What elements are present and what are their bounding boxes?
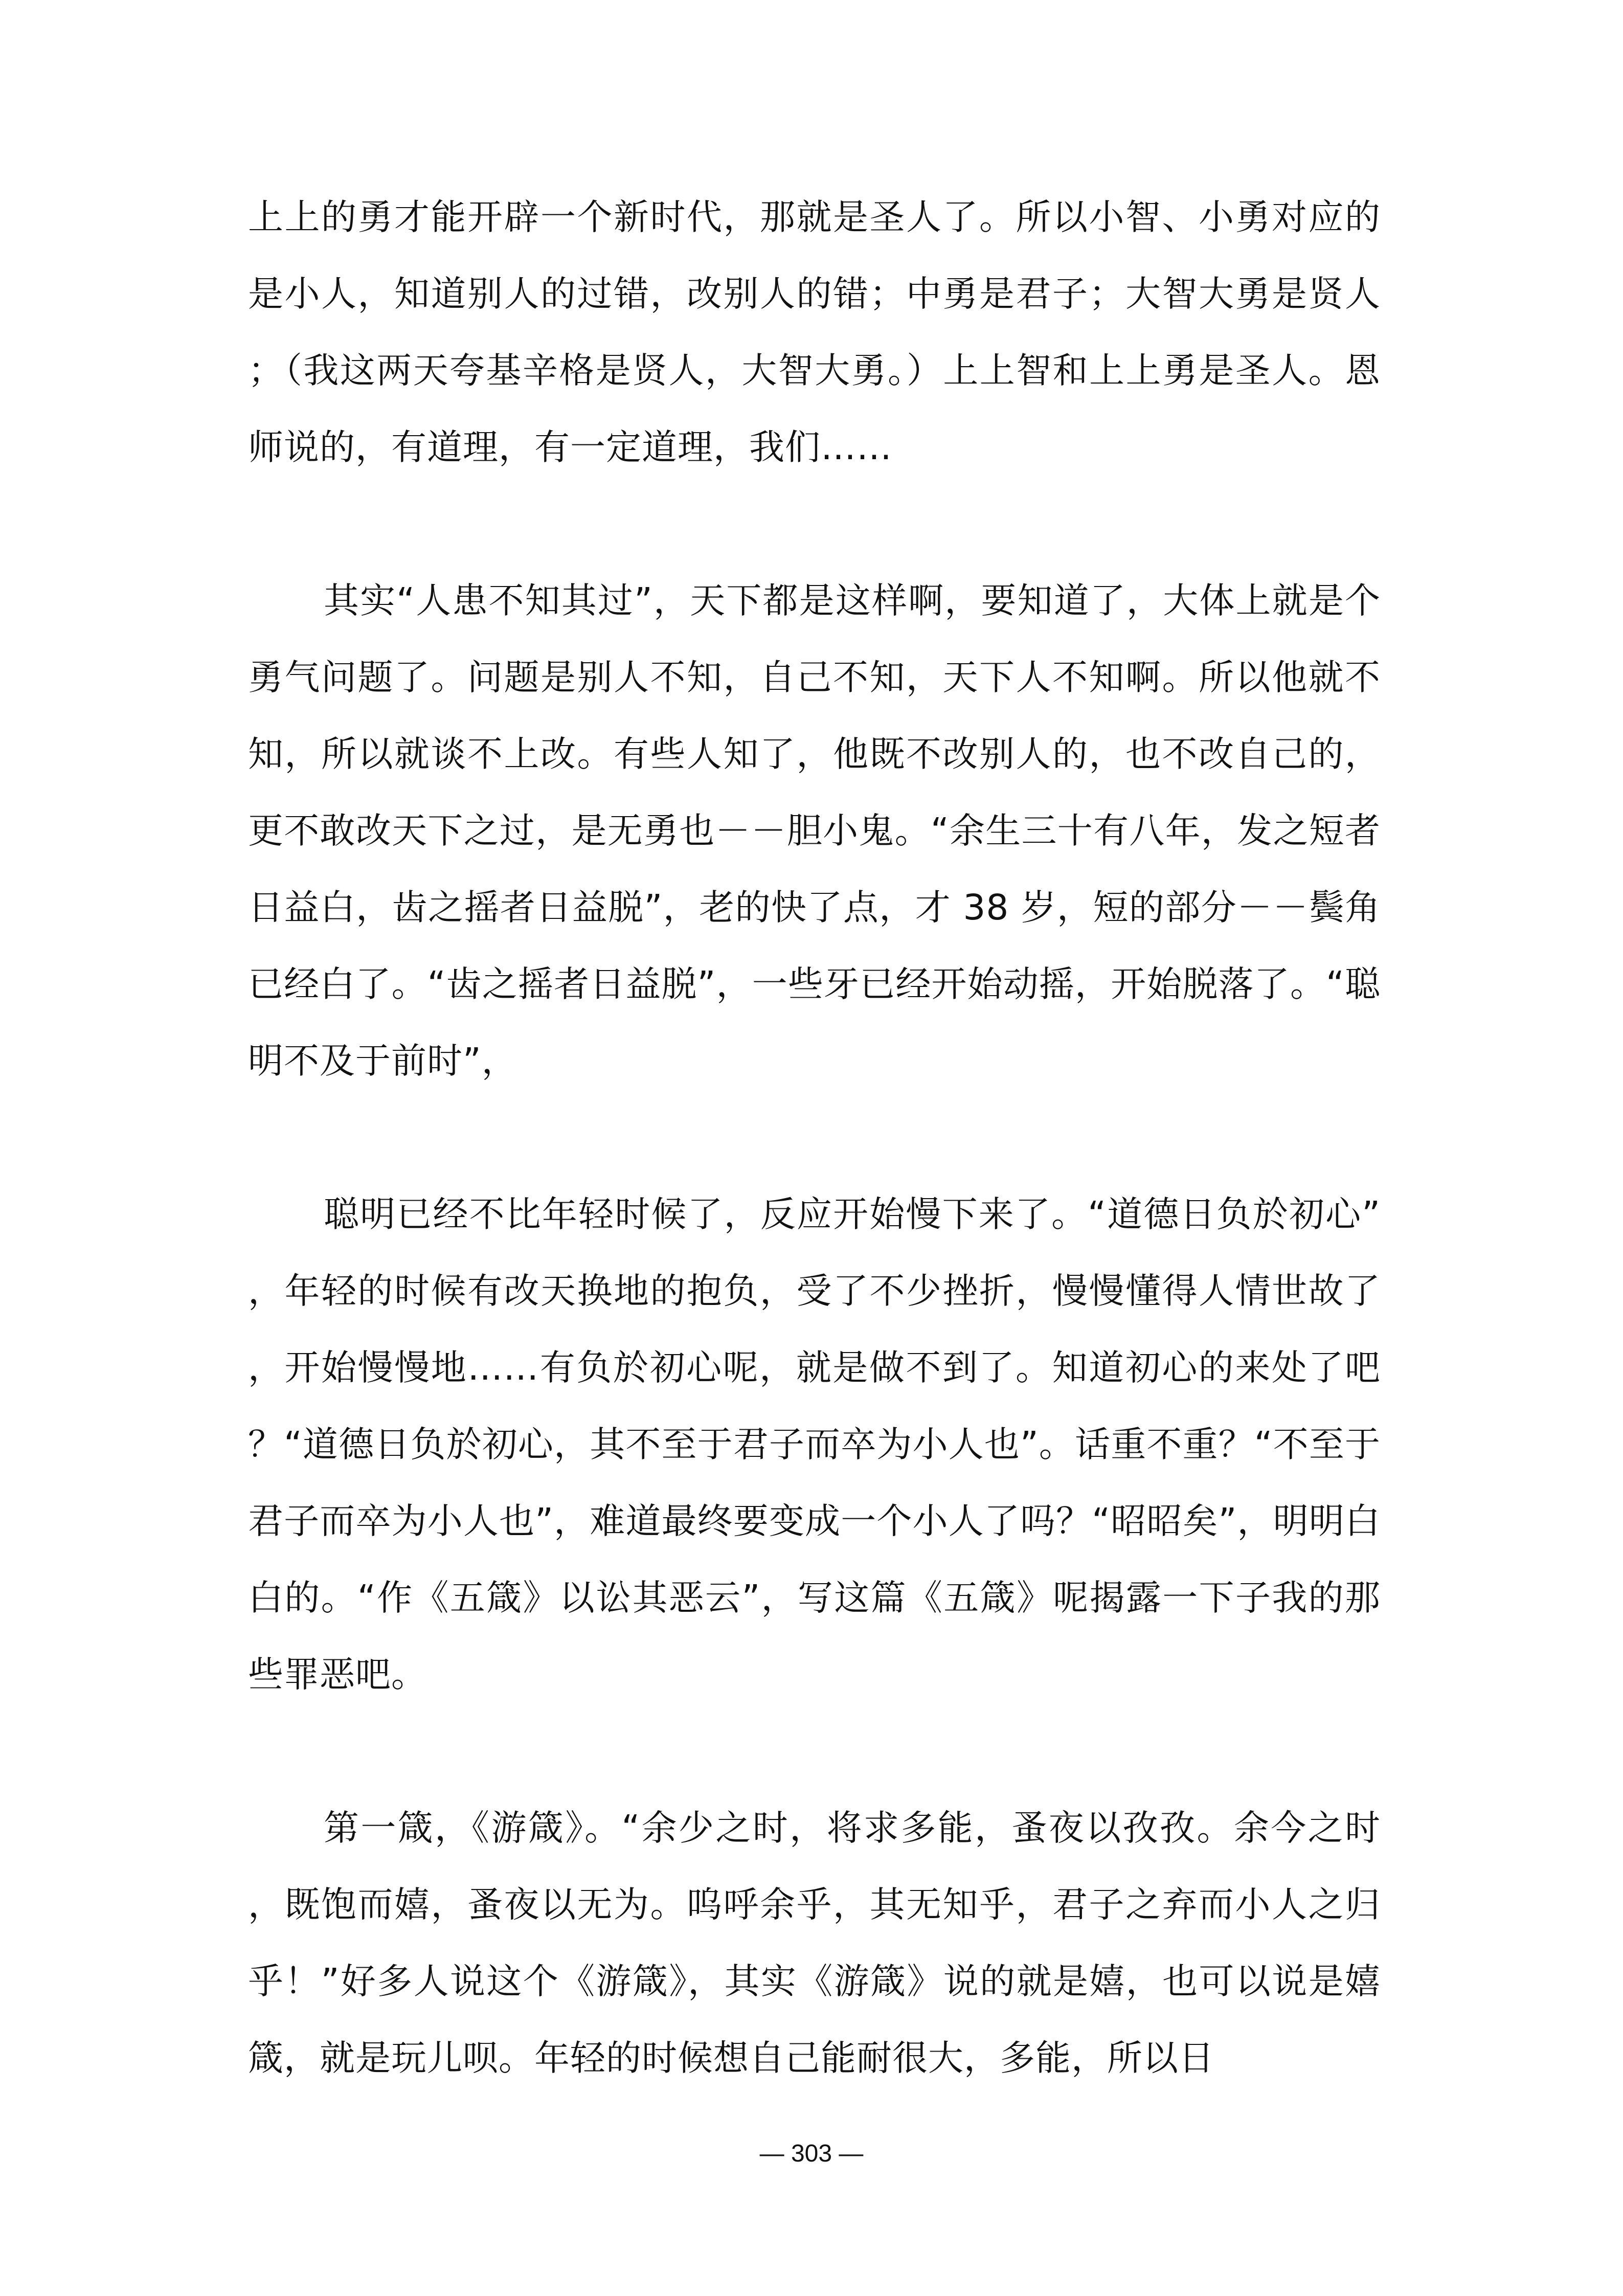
paragraph-4: 第一箴，《游箴》。“余少之时，将求多能，蚤夜以孜孜。余今之时，既饱而嬉，蚤夜以无为。呜呼余乎，其无知乎，君子之弃而小人之归乎！”好多人说这个《游箴》，其实《游箴》说的就是嬉，也可以说是嬉箴，就是玩儿呗。年轻的时候想自己能耐很大，多能，所以日 [248, 1808, 1381, 2079]
page-number: — 303 — [759, 2140, 864, 2167]
paragraph-2: 其实“人患不知其过”，天下都是这样啊，要知道了，大体上就是个勇气问题了。问题是别人不知，自己不知，天下人不知啊。所以他就不知，所以就谈不上改。有些人知了，他既不改别人的，也不改自己的，更不敢改天下之过，是无勇也－－胆小鬼。“余生三十有八年，发之短者日益白，齿之摇者日益脱”，老的快了点，才 38 岁，短的部分－－鬓角已经白了。“齿之摇者日益脱”，一些牙已经开始动摇，开始脱落了。“聪明不及于前时”， [248, 580, 1381, 1082]
paragraph-1: 上上的勇才能开辟一个新时代，那就是圣人了。所以小智、小勇对应的是小人，知道别人的过错，改别人的错；中勇是君子；大智大勇是贤人；（我这两天夸基辛格是贤人，大智大勇。）上上智和上上勇是圣人。恩师说的，有道理，有一定道理，我们…… [248, 197, 1381, 468]
paragraph-3: 聪明已经不比年轻时候了，反应开始慢下来了。“道德日负於初心”，年轻的时候有改天换地的抱负，受了不少挫折，慢慢懂得人情世故了，开始慢慢地……有负於初心呢，就是做不到了。知道初心的来处了吧？“道德日负於初心，其不至于君子而卒为小人也”。话重不重？“不至于君子而卒为小人也”，难道最终要变成一个小人了吗？“昭昭矣”，明明白白的。“作《五箴》以讼其恶云”，写这篇《五箴》呢揭露一下子我的那些罪恶吧。 [248, 1194, 1381, 1695]
body-text [248, 179, 1381, 2097]
